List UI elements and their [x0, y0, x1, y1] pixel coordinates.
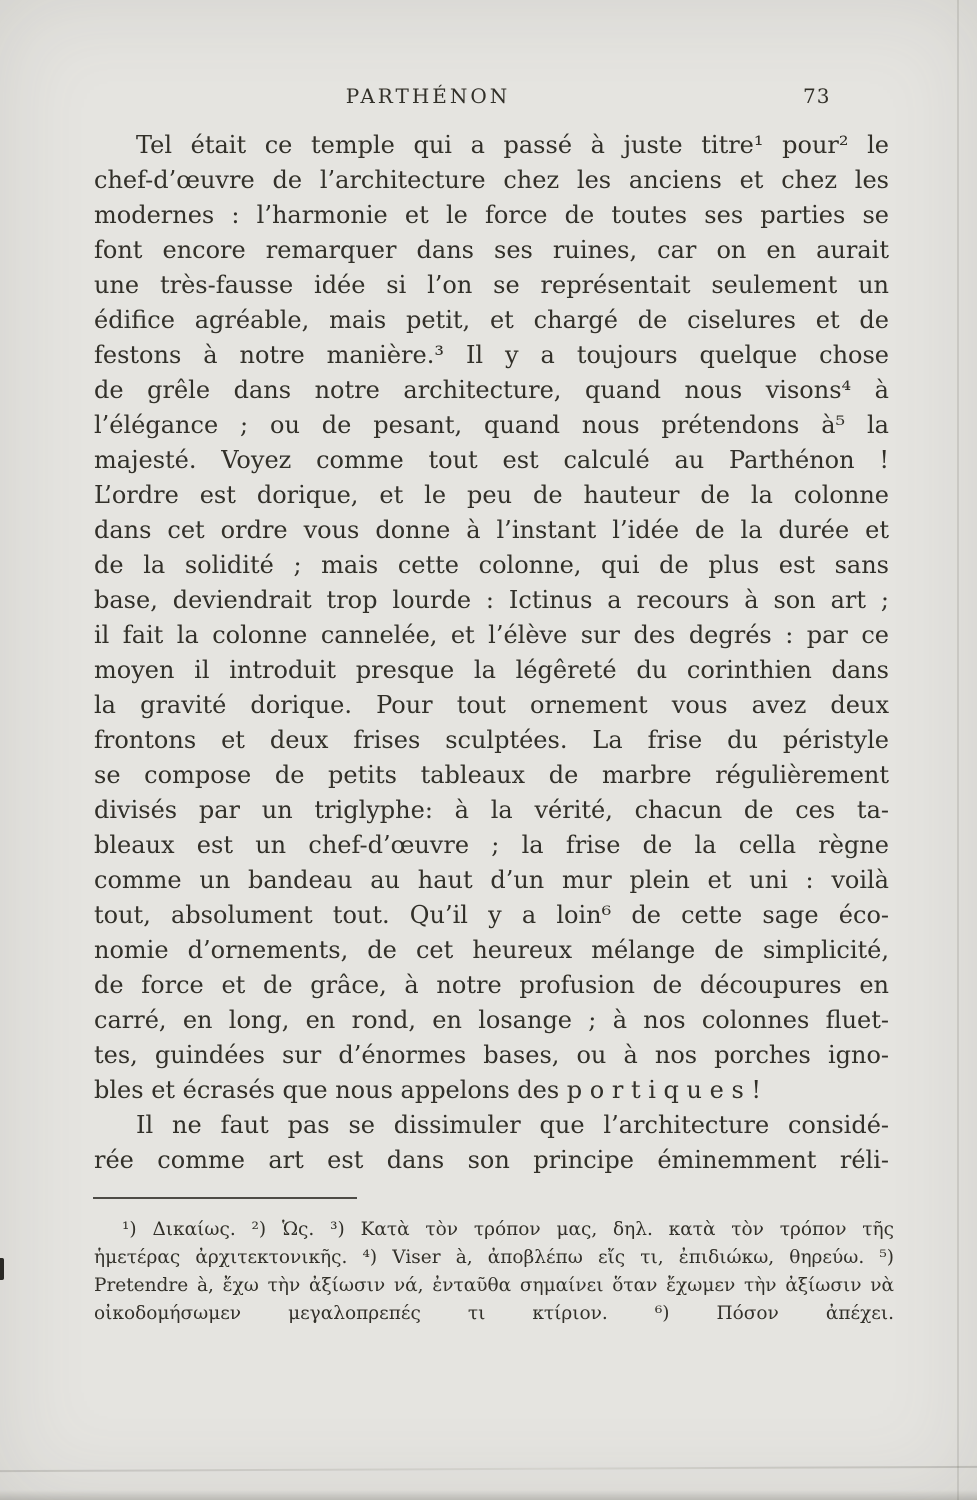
text-line: festons à notre manière.³ Il y a toujours quelque chose — [94, 341, 889, 369]
page-title: PARTHÉNON — [345, 84, 511, 108]
page-number: 73 — [803, 84, 831, 108]
text-line: moyen il introduit presque la légêreté du corinthien dans — [94, 656, 889, 684]
text-line: tout, absolument tout. Qu’il y a loin⁶ de cette sage éco- — [94, 901, 889, 929]
text-line: se compose de petits tableaux de marbre régulièrement — [94, 761, 889, 789]
text-line: de grêle dans notre architecture, quand nous visons⁴ à — [94, 376, 889, 404]
text-line: il fait la colonne cannelée, et l’élève sur des degrés : par ce — [94, 621, 889, 649]
paper-crease — [0, 1466, 977, 1472]
text-line: font encore remarquer dans ses ruines, car on en aurait — [94, 236, 889, 264]
text-line: une très-fausse idée si l’on se représentait seulement un — [94, 271, 889, 299]
text-line: Il ne faut pas se dissimuler que l’architecture considé- — [136, 1111, 889, 1139]
text-line: bleaux est un chef-d’œuvre ; la frise de la cella règne — [94, 831, 889, 859]
text-line: L’ordre est dorique, et le peu de hauteur de la colonne — [94, 481, 889, 509]
text-line: de force et de grâce, à notre profusion de découpures en — [94, 971, 889, 999]
footnote-line: ἡμετέρας ἀρχιτεκτονικῆς. ⁴) Viser à, ἀποβλέπω εἴς τι, ἐπιδιώκω, θηρεύω. ⁵) — [94, 1247, 894, 1268]
scan-edge-artifact — [957, 0, 959, 1500]
text-line: chef-d’œuvre de l’architecture chez les anciens et chez les — [94, 166, 889, 194]
text-line: modernes : l’harmonie et le force de toutes ses parties se — [94, 201, 889, 229]
text-line: rée comme art est dans son principe éminemment réli- — [94, 1146, 889, 1174]
text-line: de la solidité ; mais cette colonne, qui de plus est sans — [94, 551, 889, 579]
text-line: nomie d’ornements, de cet heureux mélange de simplicité, — [94, 936, 889, 964]
text-line: Tel était ce temple qui a passé à juste titre¹ pour² le — [136, 131, 889, 159]
text-line: frontons et deux frises sculptées. La frise du péristyle — [94, 726, 889, 754]
scan-mark-artifact — [0, 1258, 4, 1280]
footnote-line: Pretendre à, ἔχω τὴν ἀξίωσιν νά, ἐνταῦθα σημαίνει ὅταν ἔχωμεν τὴν ἀξίωσιν νὰ — [94, 1275, 894, 1296]
text-line: édifice agréable, mais petit, et chargé de ciselures et de — [94, 306, 889, 334]
footnote-separator-rule — [93, 1197, 357, 1199]
footnotes — [94, 1216, 894, 1328]
page-bottom-edge — [0, 1490, 977, 1500]
text-line: tes, guindées sur d’énormes bases, ou à nos porches igno- — [94, 1041, 889, 1069]
running-head — [94, 84, 889, 114]
text-line: base, deviendrait trop lourde : Ictinus a recours à son art ; — [94, 586, 889, 614]
text-line: carré, en long, en rond, en losange ; à nos colonnes fluet- — [94, 1006, 889, 1034]
text-line: bles et écrasés que nous appelons des p o r t i q u e s ! — [94, 1076, 762, 1104]
main-text — [94, 128, 889, 1178]
text-line: l’élégance ; ou de pesant, quand nous prétendons à⁵ la — [94, 411, 889, 439]
footnote-line: ¹) Δικαίως. ²) Ὡς. ³) Κατὰ τὸν τρόπον μας, δηλ. κατὰ τὸν τρόπον τῆς — [122, 1219, 894, 1240]
text-line: majesté. Voyez comme tout est calculé au Parthénon ! — [94, 446, 889, 474]
text-line: comme un bandeau au haut d’un mur plein et uni : voilà — [94, 866, 889, 894]
text-line: dans cet ordre vous donne à l’instant l’idée de la durée et — [94, 516, 889, 544]
text-line: la gravité dorique. Pour tout ornement vous avez deux — [94, 691, 889, 719]
footnote-line: οἰκοδομήσωμεν μεγαλοπρεπές τι κτίριον. ⁶) Πόσον ἀπέχει. — [94, 1303, 894, 1324]
text-line: divisés par un triglyphe: à la vérité, chacun de ces ta- — [94, 796, 889, 824]
